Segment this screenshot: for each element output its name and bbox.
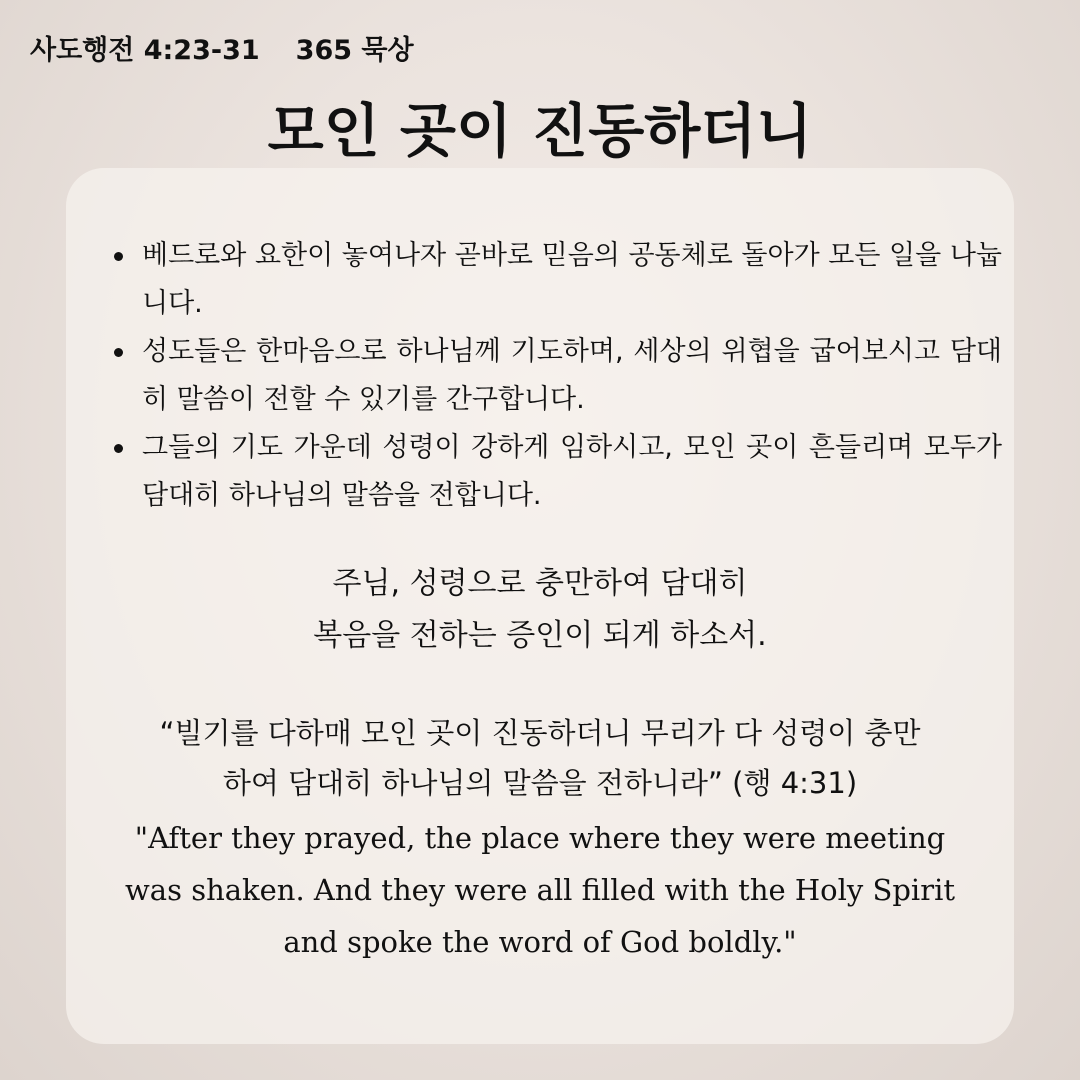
english-verse-line: and spoke the word of God boldly." (283, 925, 797, 959)
list-item-text: 베드로와 요한이 놓여나자 곧바로 믿음의 공동체로 돌아가 모든 일을 나눕니다. (142, 240, 1002, 319)
english-verse (66, 812, 1014, 968)
korean-verse-line: “빌기를 다하매 모인 곳이 진동하더니 무리가 다 성령이 충만 (159, 716, 921, 750)
content-card (66, 168, 1014, 1044)
prayer-line: 주님, 성령으로 충만하여 담대히 (332, 566, 748, 601)
korean-verse (76, 708, 1004, 808)
list-item (112, 328, 1002, 424)
list-item-text: 그들의 기도 가운데 성령이 강하게 임하시고, 모인 곳이 흔들리며 모두가 담대히 하나님의 말씀을 전합니다. (142, 432, 1002, 511)
bullet-dot-icon (114, 444, 123, 453)
scripture-reference-header (30, 28, 414, 67)
bullet-dot-icon (114, 348, 123, 357)
english-verse-line: was shaken. And they were all filled with the Holy Spirit (124, 873, 955, 907)
list-item (112, 424, 1002, 520)
scripture-reference: 사도행전 4:23-31 (30, 35, 260, 66)
page-title: 모인 곳이 진동하더니 (267, 97, 813, 165)
list-item-text: 성도들은 한마음으로 하나님께 기도하며, 세상의 위협을 굽어보시고 담대히 말씀이 전할 수 있기를 간구합니다. (142, 336, 1002, 415)
bullet-dot-icon (114, 252, 123, 261)
series-label: 365 묵상 (295, 35, 414, 66)
summary-list (112, 232, 1002, 520)
prayer-block (66, 558, 1014, 662)
korean-verse-line: 하여 담대히 하나님의 말씀을 전하니라” (행 4:31) (222, 766, 858, 800)
prayer-line: 복음을 전하는 증인이 되게 하소서. (313, 618, 767, 653)
english-verse-line: "After they prayed, the place where they were meeting (134, 821, 946, 855)
list-item (112, 232, 1002, 328)
